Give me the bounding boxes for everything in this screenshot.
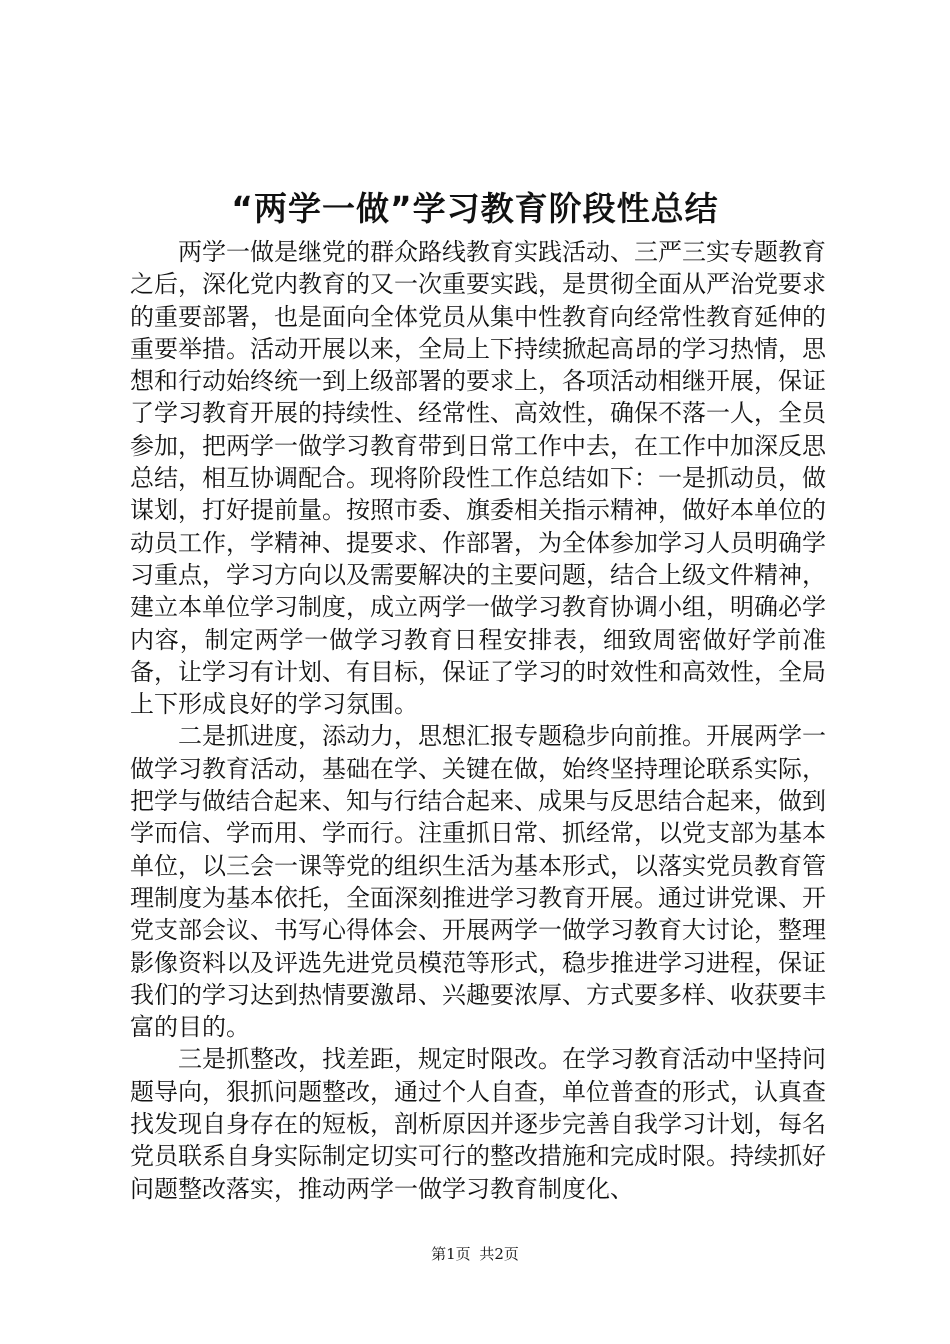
- paragraph-2: 二是抓进度，添动力，思想汇报专题稳步向前推。开展两学一做学习教育活动，基础在学、关键在做，始终坚持理论联系实际，把学与做结合起来、知与行结合起来、成果与反思结合起来，做到学而信、学而用、学而行。注重抓日常、抓经常，以党支部为基本单位，以三会一课等党的组织生活为基本形式，以落实党员教育管理制度为基本依托，全面深刻推进学习教育开展。通过讲党课、开党支部会议、书写心得体会、开展两学一做学习教育大讨论，整理影像资料以及评选先进党员模范等形式，稳步推进学习进程，保证我们的学习达到热情要激昂、兴趣要浓厚、方式要多样、收获要丰富的目的。: [130, 722, 826, 1042]
- page-number: 第1页: [431, 1245, 471, 1263]
- document-body: [130, 236, 826, 1205]
- page-footer: [0, 1244, 950, 1264]
- document-title: “两学一做”学习教育阶段性总结: [231, 189, 719, 228]
- page-total: 共2页: [479, 1245, 519, 1263]
- paragraph-1: 两学一做是继党的群众路线教育实践活动、三严三实专题教育之后，深化党内教育的又一次重要实践，是贯彻全面从严治党要求的重要部署，也是面向全体党员从集中性教育向经常性教育延伸的重要举措。活动开展以来，全局上下持续掀起高昂的学习热情，思想和行动始终统一到上级部署的要求上，各项活动相继开展，保证了学习教育开展的持续性、经常性、高效性，确保不落一人，全员参加，把两学一做学习教育带到日常工作中去，在工作中加深反思总结，相互协调配合。现将阶段性工作总结如下：一是抓动员，做谋划，打好提前量。按照市委、旗委相关指示精神，做好本单位的动员工作，学精神、提要求、作部署，为全体参加学习人员明确学习重点，学习方向以及需要解决的主要问题，结合上级文件精神，建立本单位学习制度，成立两学一做学习教育协调小组，明确必学内容，制定两学一做学习教育日程安排表，细致周密做好学前准备，让学习有计划、有目标，保证了学习的时效性和高效性，全局上下形成良好的学习氛围。: [130, 238, 826, 719]
- paragraph-3: 三是抓整改，找差距，规定时限改。在学习教育活动中坚持问题导向，狠抓问题整改，通过个人自查，单位普查的形式，认真查找发现自身存在的短板，剖析原因并逐步完善自我学习计划，每名党员联系自身实际制定切实可行的整改措施和完成时限。持续抓好问题整改落实，推动两学一做学习教育制度化、: [130, 1045, 826, 1203]
